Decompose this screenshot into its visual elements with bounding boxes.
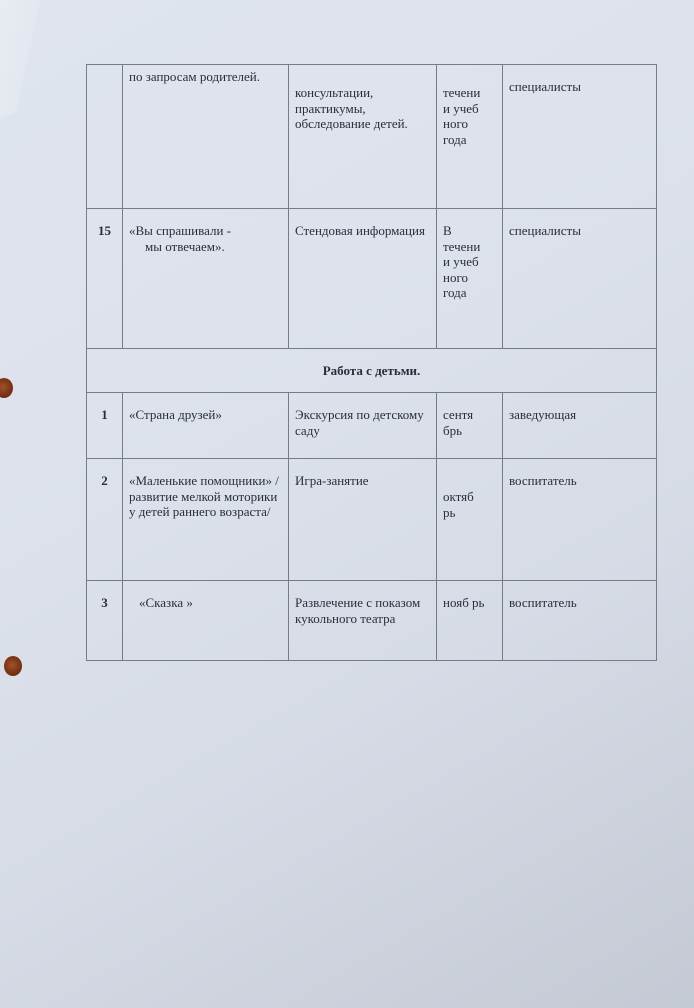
term-cell	[437, 393, 503, 459]
term-text: В течени и учеб ного года	[443, 223, 481, 301]
form-cell: Развлечение с показом кукольного театра	[289, 581, 437, 661]
punch-hole-bottom	[4, 656, 22, 676]
form-cell: Стендовая информация	[289, 209, 437, 349]
term-cell	[437, 65, 503, 209]
topic-line-1: «Вы спрашивали -	[129, 223, 231, 238]
topic-cell: «Страна друзей»	[123, 393, 289, 459]
row-number: 15	[87, 209, 123, 349]
topic-cell	[123, 581, 289, 661]
table-row	[87, 65, 657, 209]
table-row	[87, 393, 657, 459]
responsible-cell: специалисты	[503, 65, 657, 209]
responsible-cell: воспитатель	[503, 459, 657, 581]
form-cell: консультации, практикумы, обследование детей.	[289, 65, 437, 209]
row-number: 2	[87, 459, 123, 581]
section-header-row	[87, 349, 657, 393]
table-row	[87, 459, 657, 581]
row-number: 1	[87, 393, 123, 459]
table-row	[87, 581, 657, 661]
schedule-table	[86, 64, 657, 661]
form-cell: Экскурсия по детскому саду	[289, 393, 437, 459]
responsible-cell: специалисты	[503, 209, 657, 349]
term-text: сентя брь	[443, 407, 474, 438]
form-cell: Игра-занятие	[289, 459, 437, 581]
topic-cell: по запросам родителей.	[123, 65, 289, 209]
responsible-cell: воспитатель	[503, 581, 657, 661]
topic-cell	[123, 209, 289, 349]
term-cell	[437, 581, 503, 661]
term-cell	[437, 459, 503, 581]
term-text: октяб рь	[443, 489, 474, 520]
topic-cell: «Маленькие помощники» /развитие мелкой моторики у детей раннего возраста/	[123, 459, 289, 581]
term-cell	[437, 209, 503, 349]
term-text: нояб рь	[443, 595, 485, 610]
row-number	[87, 65, 123, 209]
row-number: 3	[87, 581, 123, 661]
responsible-cell: заведующая	[503, 393, 657, 459]
topic-text: «Сказка »	[139, 595, 193, 610]
term-text: течени и учеб ного года	[443, 85, 481, 147]
section-title: Работа с детьми.	[87, 349, 657, 393]
table-row	[87, 209, 657, 349]
topic-line-2: мы отвечаем».	[145, 238, 225, 254]
